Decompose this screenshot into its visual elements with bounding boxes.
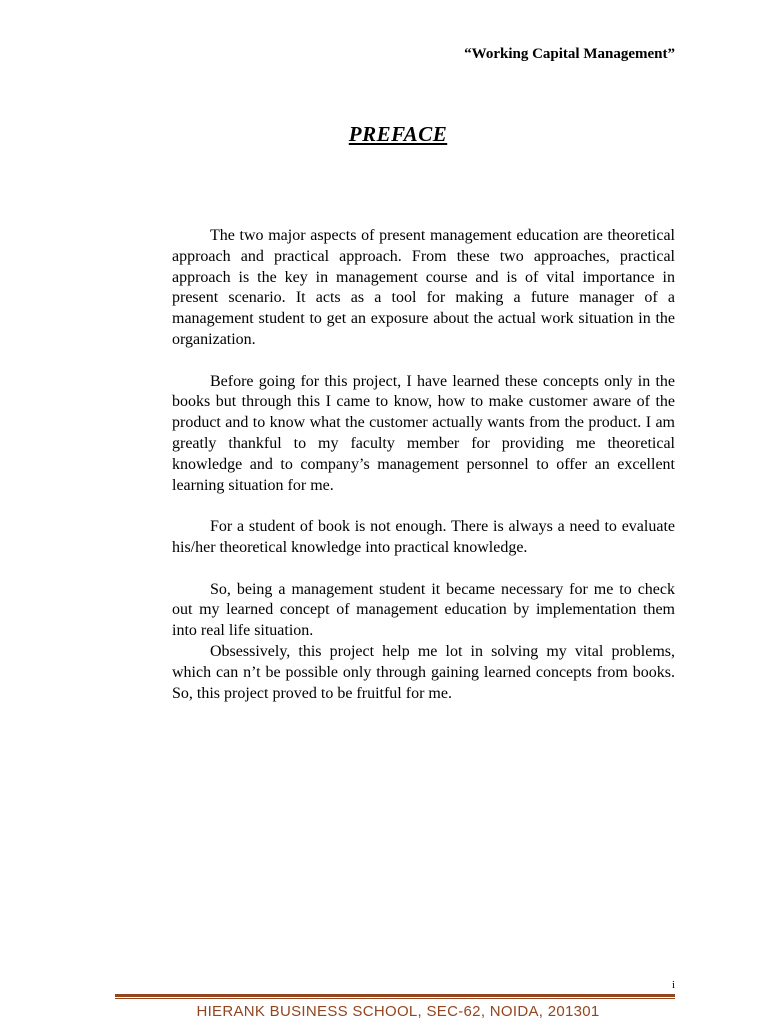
footer-institution-text: HIERANK BUSINESS SCHOOL, SEC-62, NOIDA, 201301 bbox=[196, 1003, 600, 1020]
paragraph: The two major aspects of present management education are theoretical approach and practical approach. From these two approaches, practical approach is the key in management course and is of vital importance in present scenario. It acts as a tool for making a future manager of a management student to get an exposure about the actual work situation in the organization. bbox=[172, 227, 675, 348]
paragraph: For a student of book is not enough. There is always a need to evaluate his/her theoretical knowledge into practical knowledge. bbox=[172, 518, 675, 556]
footer-divider bbox=[115, 994, 675, 999]
running-header-title: “Working Capital Management” bbox=[464, 46, 675, 62]
paragraph: Before going for this project, I have learned these concepts only in the books but through this I came to know, how to make customer aware of the product and to know what the customer actually wants from the product. I am greatly thankful to my faculty member for providing me theoretical knowledge and to company’s management personnel to offer an excellent learning situation for me. bbox=[172, 372, 675, 494]
paragraph: So, being a management student it became necessary for me to check out my learned concept of management education by implementation them into real life situation. bbox=[172, 580, 675, 640]
paragraph: Obsessively, this project help me lot in solving my vital problems, which can n’t be possible only through gaining learned concepts from books. So, this project proved to be fruitful for me. bbox=[172, 642, 675, 702]
page-number: i bbox=[671, 979, 675, 991]
page-heading: PREFACE bbox=[348, 122, 448, 146]
preface-body bbox=[172, 226, 675, 704]
